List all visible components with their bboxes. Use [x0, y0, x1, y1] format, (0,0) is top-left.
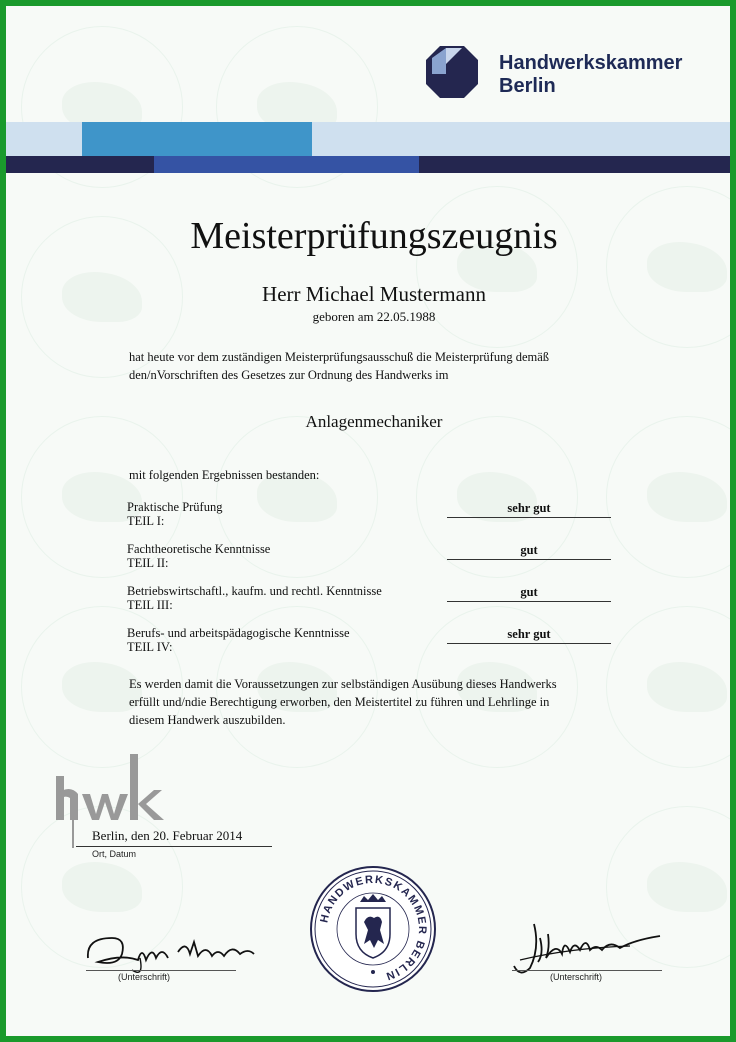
closing-line: Es werden damit die Voraussetzungen zur selbständigen Ausübung dieses Handwerks	[129, 677, 557, 691]
chamber-name	[499, 52, 682, 98]
result-grade: sehr gut	[447, 627, 611, 644]
closing-text	[129, 675, 557, 729]
result-grade: sehr gut	[447, 501, 611, 518]
signature-right-line	[512, 970, 662, 971]
result-label: Praktische Prüfung	[127, 500, 223, 514]
recipient-name: Herr Michael Mustermann	[262, 282, 486, 306]
place-date-line	[76, 846, 272, 847]
chamber-name-line2: Berlin	[499, 75, 556, 97]
result-label: Fachtheoretische Kenntnisse	[127, 542, 271, 556]
results-intro: mit folgenden Ergebnissen bestanden:	[129, 468, 320, 482]
result-part: TEIL I:	[127, 514, 165, 528]
signature-left	[82, 924, 262, 974]
birth-date: geboren am 22.05.1988	[312, 309, 436, 324]
result-part: TEIL II:	[127, 556, 169, 570]
place-date-caption: Ort, Datum	[92, 849, 137, 859]
closing-line: diesem Handwerk auszubilden.	[129, 713, 286, 727]
place-date: Berlin, den 20. Februar 2014	[92, 828, 243, 843]
hwk-logo-text: hwk	[56, 754, 58, 755]
chamber-logo-icon	[424, 44, 480, 100]
certificate-title: Meisterprüfungszeugnis	[190, 215, 558, 257]
official-seal	[308, 864, 438, 994]
result-part: TEIL III:	[127, 598, 173, 612]
result-label: Berufs- und arbeitspädagogische Kenntnisse	[127, 626, 350, 640]
closing-line: erfüllt und/ndie Berechtigung erworben, den Meistertitel zu führen und Lehrlinge in	[129, 695, 550, 709]
intro-line: hat heute vor dem zuständigen Meisterprüfungsausschuß die Meisterprüfung demäß	[129, 350, 550, 364]
signature-left-caption: (Unterschrift)	[118, 972, 171, 982]
intro-text	[129, 348, 549, 384]
signature-right-caption: (Unterschrift)	[550, 972, 603, 982]
chamber-name-line1: Handwerkskammer	[499, 52, 683, 74]
intro-line: den/nVorschriften des Gesetzes zur Ordnung des Handwerks im	[129, 368, 449, 382]
seal-text: HANDWERKSKAMMER BERLIN	[318, 873, 429, 983]
trade-name: Anlagenmechaniker	[305, 412, 443, 431]
result-label: Betriebswirtschaftl., kaufm. und rechtl. Kenntnisse	[127, 584, 382, 598]
result-grade: gut	[447, 585, 611, 602]
result-part: TEIL IV:	[127, 640, 173, 654]
result-grade: gut	[447, 543, 611, 560]
signature-left-line	[86, 970, 236, 971]
